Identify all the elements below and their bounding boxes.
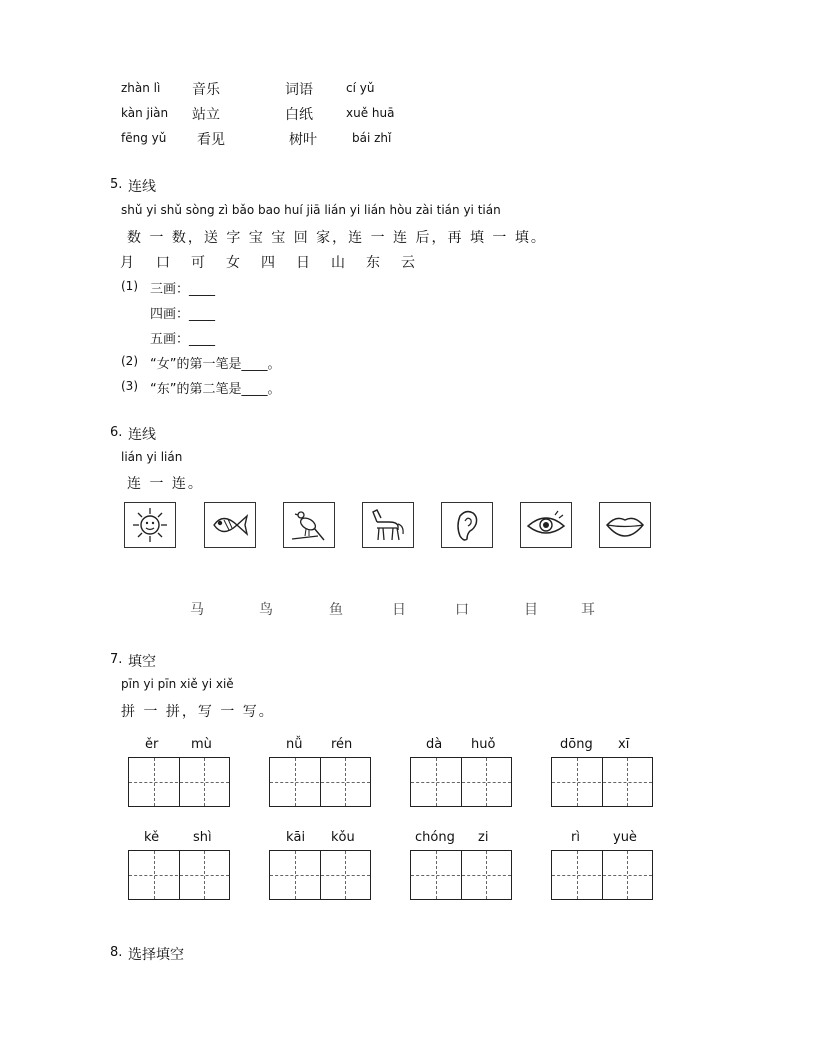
writing-grid[interactable] [128, 850, 230, 900]
char-item: 日 [296, 255, 310, 271]
char-item: 月 [120, 255, 134, 271]
blank-line[interactable]: “东”的第二笔是____。 [150, 382, 281, 397]
pinyin-syllable: zi [478, 830, 489, 845]
pinyin-syllable: mù [191, 737, 212, 752]
word-item[interactable]: 日 [392, 602, 406, 618]
bird-icon [288, 506, 330, 544]
writing-grid[interactable] [269, 757, 371, 807]
pinyin-syllable: kāi [286, 830, 306, 845]
writing-grid[interactable] [410, 757, 512, 807]
pinyin-line: lián yi lián [121, 450, 183, 464]
blank-line[interactable]: “女”的第一笔是____。 [150, 357, 281, 372]
pinyin-line: pīn yi pīn xiě yi xiě [121, 677, 234, 691]
word: cí yǔ [346, 81, 375, 95]
pinyin-syllable: yuè [613, 830, 637, 845]
sun-picture[interactable] [124, 502, 176, 548]
blank-line[interactable]: 三画：____ [150, 282, 216, 297]
char-item: 四 [261, 255, 275, 271]
word-item[interactable]: 马 [190, 602, 204, 618]
eye-icon [525, 506, 567, 544]
ear-icon [446, 506, 488, 544]
pinyin-syllable: kǒu [331, 830, 355, 845]
bird-picture[interactable] [283, 502, 335, 548]
char-item: 云 [401, 255, 415, 271]
mouth-picture[interactable] [599, 502, 651, 548]
pinyin-syllable: rì [571, 830, 580, 845]
word: 白纸 [285, 107, 313, 123]
word: zhàn lì [121, 81, 161, 95]
writing-grid[interactable] [551, 757, 653, 807]
word: 词语 [285, 82, 313, 98]
word: 树叶 [289, 132, 317, 148]
word-item[interactable]: 耳 [581, 602, 595, 618]
pinyin-syllable: dōng [560, 737, 593, 752]
sub-label: (3) [121, 379, 138, 393]
instruction: 连 一 连。 [127, 476, 204, 492]
pinyin-syllable: shì [193, 830, 212, 845]
question-title: 连线 [128, 179, 156, 195]
instruction: 数 一 数，送 字 宝 宝 回 家，连 一 连 后，再 填 一 填。 [127, 230, 547, 246]
question-title: 选择填空 [128, 947, 184, 963]
word-item[interactable]: 口 [455, 602, 469, 618]
question-number: 8. [110, 945, 123, 960]
word: 站立 [192, 107, 220, 123]
question-number: 7. [110, 652, 123, 667]
word: 看见 [197, 132, 225, 148]
mouth-icon [604, 506, 646, 544]
word-item[interactable]: 鸟 [259, 602, 273, 618]
pinyin-syllable: huǒ [471, 737, 496, 752]
ear-picture[interactable] [441, 502, 493, 548]
word: fēng yǔ [121, 131, 167, 145]
word-item[interactable]: 目 [524, 602, 538, 618]
writing-grid[interactable] [128, 757, 230, 807]
question-title: 连线 [128, 427, 156, 443]
pinyin-syllable: xī [618, 737, 630, 752]
word: bái zhǐ [352, 131, 392, 145]
pinyin-syllable: chóng [415, 830, 455, 845]
pinyin-syllable: rén [331, 737, 353, 752]
char-item: 口 [156, 255, 170, 271]
eye-picture[interactable] [520, 502, 572, 548]
char-item: 女 [226, 255, 240, 271]
instruction: 拼 一 拼，写 一 写。 [121, 704, 275, 720]
word: kàn jiàn [121, 106, 169, 120]
char-item: 东 [366, 255, 380, 271]
blank-line[interactable]: 五画：____ [150, 332, 216, 347]
pinyin-syllable: dà [426, 737, 443, 752]
char-item: 可 [191, 255, 205, 271]
word-item[interactable]: 鱼 [329, 602, 343, 618]
writing-grid[interactable] [410, 850, 512, 900]
blank-line[interactable]: 四画：____ [150, 307, 216, 322]
question-number: 5. [110, 177, 123, 192]
horse-picture[interactable] [362, 502, 414, 548]
fish-icon [209, 506, 251, 544]
sub-label: (2) [121, 354, 138, 368]
pinyin-syllable: nǚ [286, 737, 303, 752]
pinyin-syllable: ěr [145, 737, 159, 752]
writing-grid[interactable] [551, 850, 653, 900]
writing-grid[interactable] [269, 850, 371, 900]
word: xuě huā [346, 106, 395, 120]
question-number: 6. [110, 425, 123, 440]
question-title: 填空 [128, 654, 156, 670]
word: 音乐 [192, 82, 220, 98]
fish-picture[interactable] [204, 502, 256, 548]
sub-label: (1) [121, 279, 138, 293]
horse-icon [367, 506, 409, 544]
pinyin-line: shǔ yi shǔ sòng zì bǎo bao huí jiā lián yi lián hòu zài tián yi tián [121, 203, 501, 217]
sun-icon [129, 506, 171, 544]
char-item: 山 [331, 255, 345, 271]
pinyin-syllable: kě [144, 830, 160, 845]
